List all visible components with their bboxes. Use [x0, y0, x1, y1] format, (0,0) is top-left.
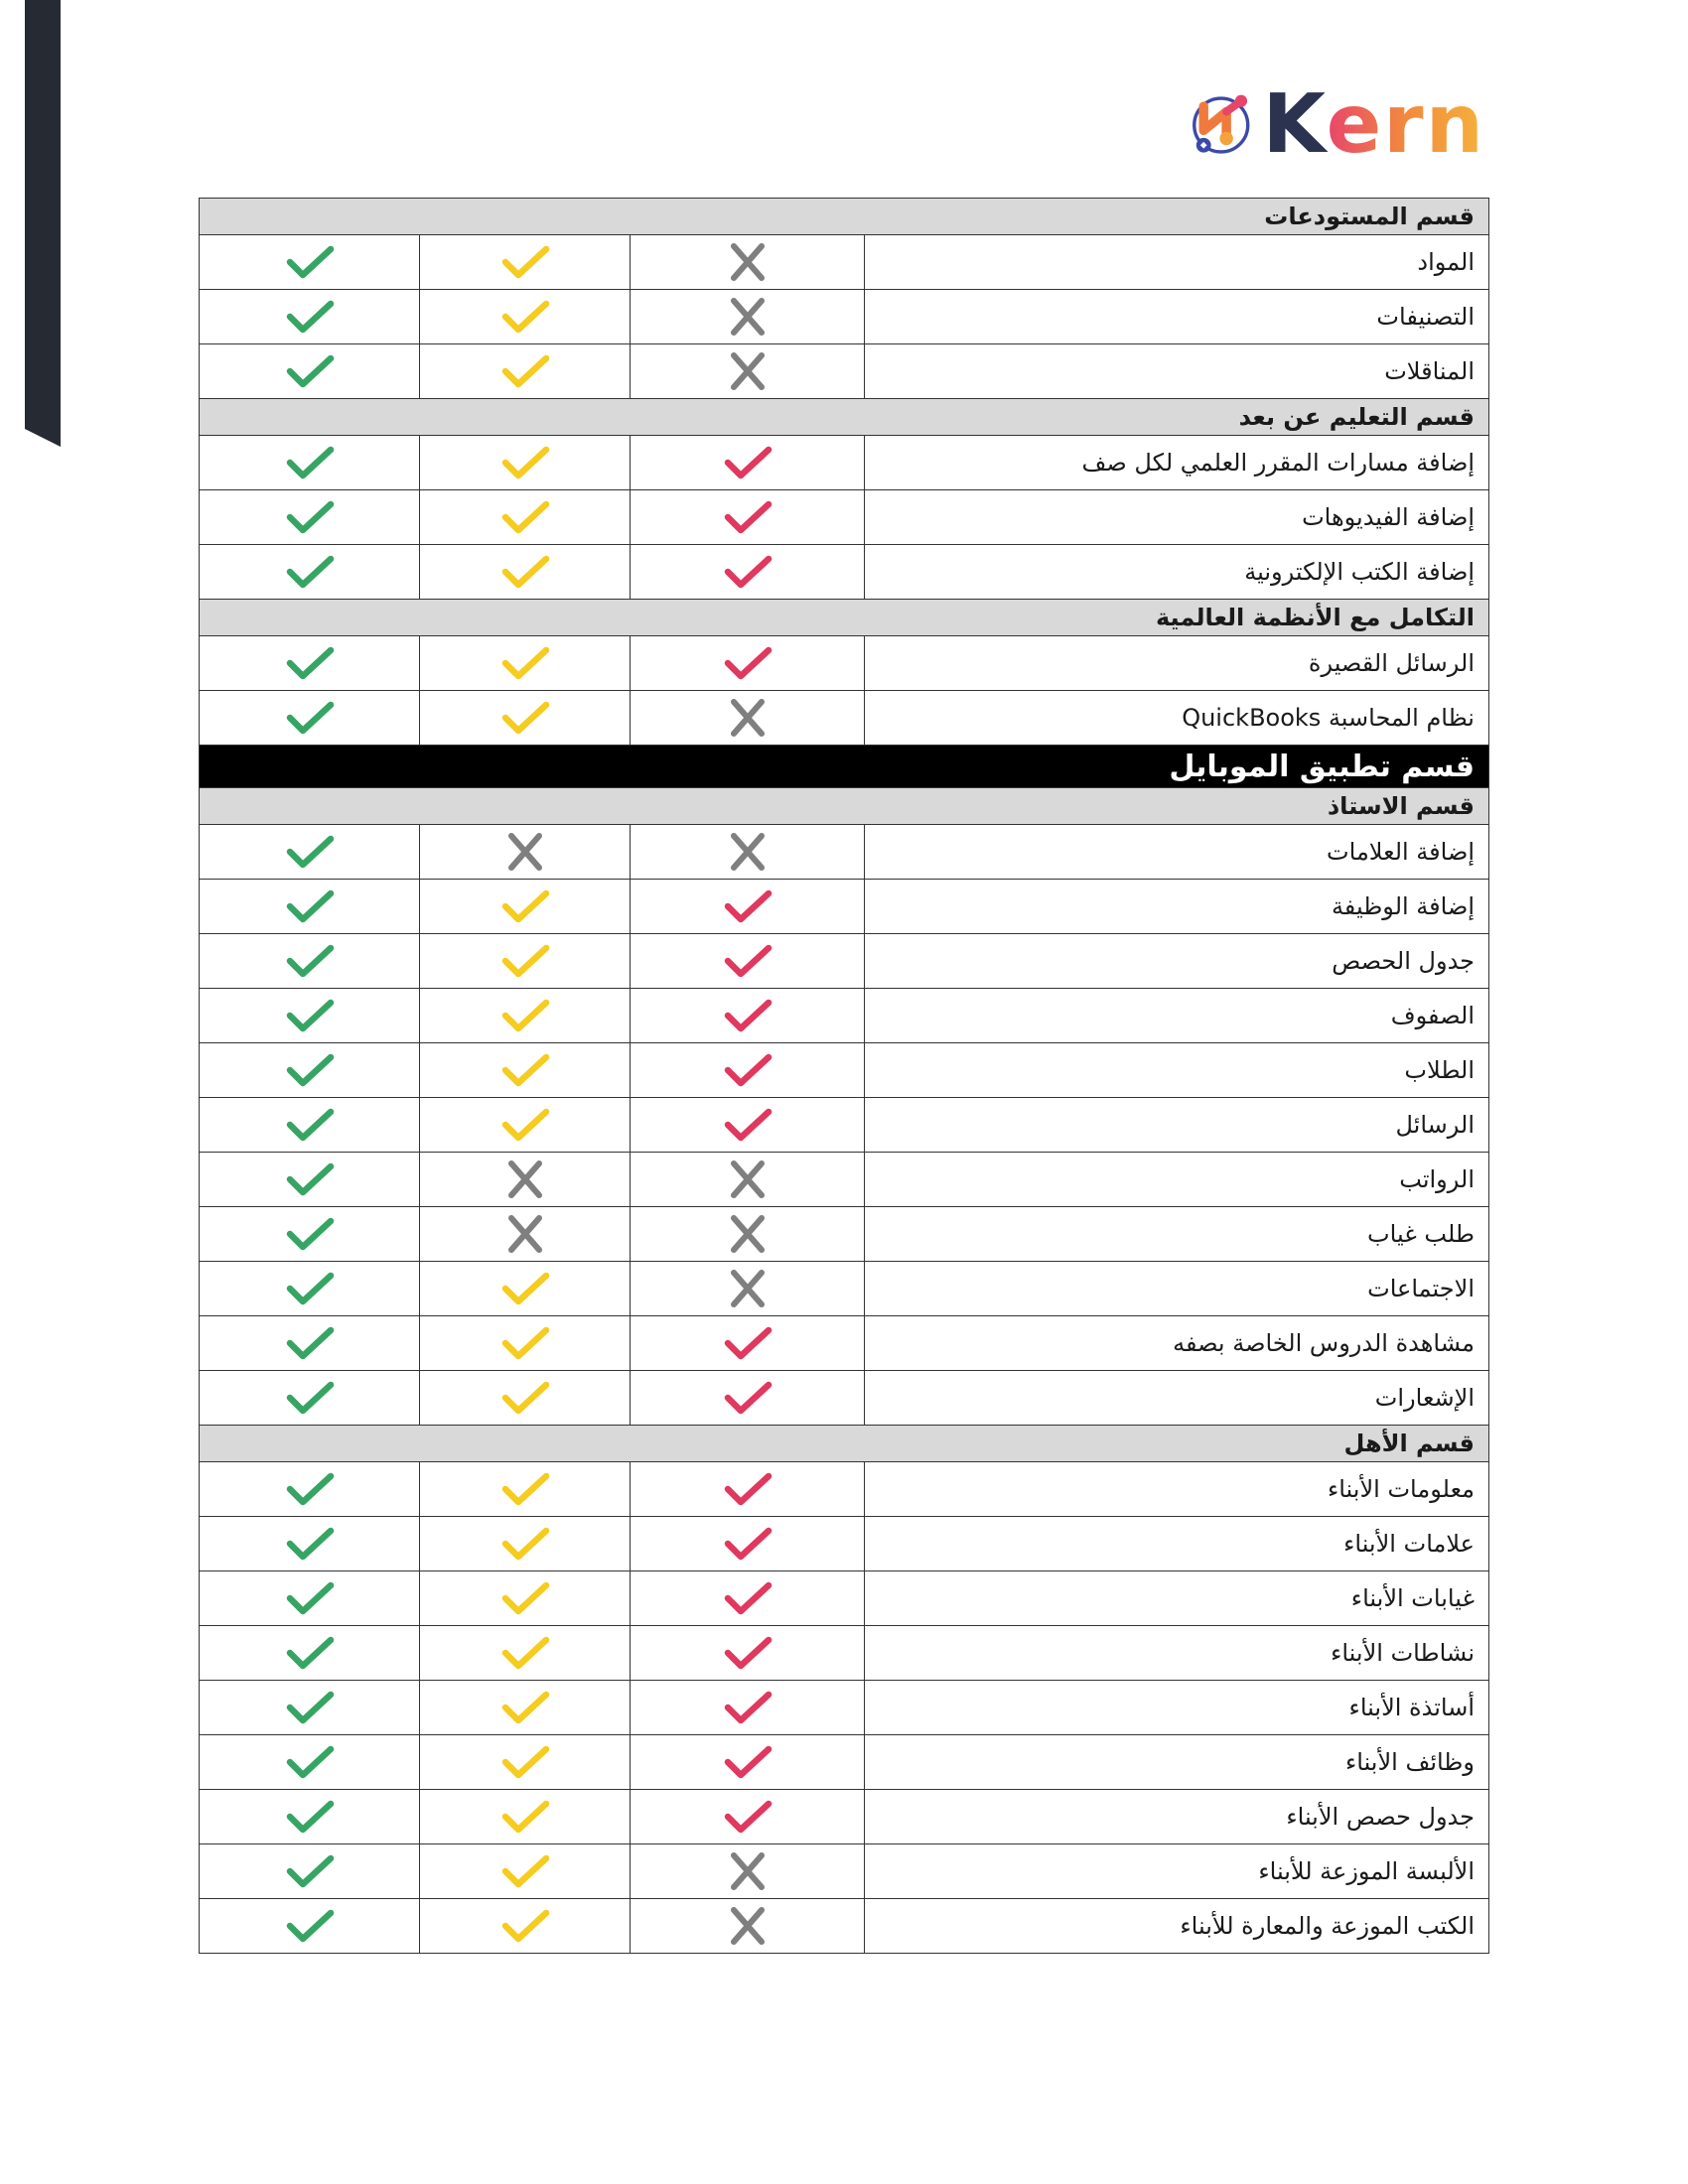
mark-cell — [631, 989, 865, 1043]
table-row — [200, 1626, 1489, 1681]
feature-label: الألبسة الموزعة للأبناء — [865, 1844, 1489, 1899]
table-row — [200, 1153, 1489, 1207]
yellow-check-icon — [497, 697, 553, 739]
green-check-icon — [282, 886, 338, 927]
mark-cell — [420, 1626, 631, 1681]
yellow-check-icon — [497, 1850, 553, 1892]
feature-comparison-table — [199, 198, 1489, 1954]
feature-label: الرسائل — [865, 1098, 1489, 1153]
green-check-icon — [282, 442, 338, 483]
mark-cell — [631, 1790, 865, 1844]
table-row — [200, 825, 1489, 880]
feature-label: إضافة الكتب الإلكترونية — [865, 545, 1489, 600]
mark-cell — [200, 1899, 420, 1954]
cross-icon — [720, 1850, 775, 1892]
mark-cell — [631, 1207, 865, 1262]
table-row — [200, 1462, 1489, 1517]
red-check-icon — [720, 1687, 775, 1728]
green-check-icon — [282, 1632, 338, 1674]
mark-cell — [420, 1043, 631, 1098]
green-check-icon — [282, 241, 338, 283]
feature-label: الصفوف — [865, 989, 1489, 1043]
section-title: قسم التعليم عن بعد — [200, 399, 1489, 436]
mark-cell — [420, 290, 631, 344]
yellow-check-icon — [497, 1104, 553, 1146]
red-check-icon — [720, 1104, 775, 1146]
green-check-icon — [282, 1322, 338, 1364]
mark-cell — [420, 1098, 631, 1153]
mark-cell — [200, 1371, 420, 1426]
mark-cell — [420, 1844, 631, 1899]
mark-cell — [420, 1790, 631, 1844]
mark-cell — [420, 636, 631, 691]
table-row — [200, 290, 1489, 344]
red-check-icon — [720, 642, 775, 684]
mark-cell — [420, 1517, 631, 1571]
cross-icon — [497, 1213, 553, 1255]
mark-cell — [631, 1517, 865, 1571]
feature-label: طلب غياب — [865, 1207, 1489, 1262]
table-row — [200, 1098, 1489, 1153]
mark-cell — [631, 691, 865, 746]
table-row — [200, 1207, 1489, 1262]
mark-cell — [631, 636, 865, 691]
mark-cell — [631, 1681, 865, 1735]
feature-label: الإشعارات — [865, 1371, 1489, 1426]
feature-label: جدول الحصص — [865, 934, 1489, 989]
red-check-icon — [720, 496, 775, 538]
section-title: قسم تطبيق الموبايل — [200, 746, 1489, 788]
mark-cell — [200, 436, 420, 490]
mark-cell — [200, 1571, 420, 1626]
mark-cell — [420, 1371, 631, 1426]
cross-icon — [720, 241, 775, 283]
mark-cell — [200, 545, 420, 600]
table-row — [200, 1735, 1489, 1790]
mark-cell — [200, 344, 420, 399]
kern-logo-mark-icon — [1188, 77, 1254, 173]
table-row — [200, 1790, 1489, 1844]
yellow-check-icon — [497, 241, 553, 283]
yellow-check-icon — [497, 1049, 553, 1091]
mark-cell — [200, 235, 420, 290]
section-title: قسم الاستاذ — [200, 788, 1489, 825]
yellow-check-icon — [497, 350, 553, 392]
mark-cell — [420, 490, 631, 545]
mark-cell — [200, 1844, 420, 1899]
yellow-check-icon — [497, 995, 553, 1036]
mark-cell — [631, 1626, 865, 1681]
feature-label: جدول حصص الأبناء — [865, 1790, 1489, 1844]
mark-cell — [420, 1316, 631, 1371]
green-check-icon — [282, 551, 338, 593]
feature-label: نشاطات الأبناء — [865, 1626, 1489, 1681]
mark-cell — [631, 934, 865, 989]
mark-cell — [420, 691, 631, 746]
table-row — [200, 1899, 1489, 1954]
table-row — [200, 344, 1489, 399]
table-row — [200, 490, 1489, 545]
yellow-check-icon — [497, 940, 553, 982]
red-check-icon — [720, 442, 775, 483]
green-check-icon — [282, 1268, 338, 1309]
mark-cell — [631, 1153, 865, 1207]
cross-icon — [720, 697, 775, 739]
red-check-icon — [720, 1523, 775, 1565]
mark-cell — [420, 1735, 631, 1790]
section-header — [200, 199, 1489, 235]
green-check-icon — [282, 995, 338, 1036]
feature-label: علامات الأبناء — [865, 1517, 1489, 1571]
table-row — [200, 934, 1489, 989]
yellow-check-icon — [497, 1905, 553, 1947]
section-title: قسم الأهل — [200, 1426, 1489, 1462]
mark-cell — [200, 880, 420, 934]
mark-cell — [631, 235, 865, 290]
feature-label: إضافة الفيديوهات — [865, 490, 1489, 545]
mark-cell — [631, 436, 865, 490]
green-check-icon — [282, 1741, 338, 1783]
feature-label: إضافة الوظيفة — [865, 880, 1489, 934]
kern-logo — [1188, 75, 1485, 175]
green-check-icon — [282, 1687, 338, 1728]
red-check-icon — [720, 1796, 775, 1838]
mark-cell — [200, 636, 420, 691]
red-check-icon — [720, 551, 775, 593]
mark-cell — [631, 1844, 865, 1899]
table-row — [200, 1371, 1489, 1426]
table-row — [200, 436, 1489, 490]
red-check-icon — [720, 1632, 775, 1674]
table-row — [200, 636, 1489, 691]
mark-cell — [420, 1571, 631, 1626]
red-check-icon — [720, 995, 775, 1036]
mark-cell — [420, 825, 631, 880]
table-row — [200, 1571, 1489, 1626]
mark-cell — [200, 825, 420, 880]
mark-cell — [420, 1207, 631, 1262]
table-row — [200, 1043, 1489, 1098]
green-check-icon — [282, 697, 338, 739]
red-check-icon — [720, 1741, 775, 1783]
feature-label: الاجتماعات — [865, 1262, 1489, 1316]
feature-label: الطلاب — [865, 1043, 1489, 1098]
mark-cell — [631, 1462, 865, 1517]
mark-cell — [420, 1462, 631, 1517]
red-check-icon — [720, 1577, 775, 1619]
cross-icon — [720, 1268, 775, 1309]
green-check-icon — [282, 496, 338, 538]
feature-label: نظام المحاسبة QuickBooks — [865, 691, 1489, 746]
red-check-icon — [720, 1377, 775, 1419]
mark-cell — [631, 490, 865, 545]
mark-cell — [200, 934, 420, 989]
green-check-icon — [282, 296, 338, 338]
yellow-check-icon — [497, 1322, 553, 1364]
mark-cell — [420, 989, 631, 1043]
green-check-icon — [282, 1577, 338, 1619]
cross-icon — [497, 831, 553, 873]
feature-label: غيابات الأبناء — [865, 1571, 1489, 1626]
side-tab-decoration — [25, 0, 61, 447]
yellow-check-icon — [497, 1632, 553, 1674]
green-check-icon — [282, 1796, 338, 1838]
mark-cell — [200, 1735, 420, 1790]
yellow-check-icon — [497, 1796, 553, 1838]
mark-cell — [200, 1098, 420, 1153]
cross-icon — [720, 296, 775, 338]
feature-label: التصنيفات — [865, 290, 1489, 344]
feature-label: الكتب الموزعة والمعارة للأبناء — [865, 1899, 1489, 1954]
mark-cell — [200, 691, 420, 746]
cross-icon — [720, 831, 775, 873]
yellow-check-icon — [497, 1377, 553, 1419]
red-check-icon — [720, 1049, 775, 1091]
mark-cell — [420, 235, 631, 290]
mark-cell — [420, 436, 631, 490]
cross-icon — [497, 1159, 553, 1200]
red-check-icon — [720, 886, 775, 927]
mark-cell — [200, 1043, 420, 1098]
feature-label: وظائف الأبناء — [865, 1735, 1489, 1790]
feature-label: مشاهدة الدروس الخاصة بصفه — [865, 1316, 1489, 1371]
mark-cell — [200, 490, 420, 545]
yellow-check-icon — [497, 296, 553, 338]
cross-icon — [720, 1905, 775, 1947]
table-row — [200, 545, 1489, 600]
yellow-check-icon — [497, 886, 553, 927]
feature-label: الرسائل القصيرة — [865, 636, 1489, 691]
mark-cell — [420, 1153, 631, 1207]
green-check-icon — [282, 831, 338, 873]
cross-icon — [720, 1159, 775, 1200]
mark-cell — [200, 1681, 420, 1735]
green-check-icon — [282, 350, 338, 392]
mark-cell — [420, 880, 631, 934]
mark-cell — [420, 1262, 631, 1316]
yellow-check-icon — [497, 642, 553, 684]
section-header — [200, 399, 1489, 436]
green-check-icon — [282, 642, 338, 684]
section-header — [200, 1426, 1489, 1462]
mark-cell — [200, 1207, 420, 1262]
mark-cell — [200, 1517, 420, 1571]
green-check-icon — [282, 1377, 338, 1419]
green-check-icon — [282, 1159, 338, 1200]
feature-label: أساتذة الأبناء — [865, 1681, 1489, 1735]
mark-cell — [631, 1571, 865, 1626]
mark-cell — [631, 1098, 865, 1153]
mark-cell — [200, 1462, 420, 1517]
green-check-icon — [282, 1905, 338, 1947]
table-row — [200, 1844, 1489, 1899]
feature-label: الرواتب — [865, 1153, 1489, 1207]
yellow-check-icon — [497, 551, 553, 593]
red-check-icon — [720, 940, 775, 982]
mark-cell — [200, 1790, 420, 1844]
table-row — [200, 1681, 1489, 1735]
mark-cell — [200, 1262, 420, 1316]
mark-cell — [631, 1371, 865, 1426]
mark-cell — [420, 1899, 631, 1954]
yellow-check-icon — [497, 1577, 553, 1619]
mark-cell — [200, 290, 420, 344]
green-check-icon — [282, 1104, 338, 1146]
mark-cell — [631, 825, 865, 880]
green-check-icon — [282, 1049, 338, 1091]
mark-cell — [200, 989, 420, 1043]
mark-cell — [631, 290, 865, 344]
mark-cell — [420, 344, 631, 399]
feature-label: إضافة مسارات المقرر العلمي لكل صف — [865, 436, 1489, 490]
section-title: قسم المستودعات — [200, 199, 1489, 235]
yellow-check-icon — [497, 1268, 553, 1309]
mark-cell — [631, 1043, 865, 1098]
mark-cell — [631, 344, 865, 399]
red-check-icon — [720, 1322, 775, 1364]
cross-icon — [720, 1213, 775, 1255]
feature-label: المناقلات — [865, 344, 1489, 399]
mark-cell — [631, 545, 865, 600]
table-row — [200, 691, 1489, 746]
yellow-check-icon — [497, 1468, 553, 1510]
yellow-check-icon — [497, 1741, 553, 1783]
mark-cell — [420, 1681, 631, 1735]
yellow-check-icon — [497, 442, 553, 483]
section-header — [200, 788, 1489, 825]
mark-cell — [200, 1153, 420, 1207]
section-header — [200, 600, 1489, 636]
cross-icon — [720, 350, 775, 392]
green-check-icon — [282, 1523, 338, 1565]
green-check-icon — [282, 1468, 338, 1510]
yellow-check-icon — [497, 1687, 553, 1728]
mark-cell — [420, 934, 631, 989]
mark-cell — [631, 1262, 865, 1316]
feature-label: المواد — [865, 235, 1489, 290]
mark-cell — [420, 545, 631, 600]
table-row — [200, 1517, 1489, 1571]
green-check-icon — [282, 1213, 338, 1255]
table-row — [200, 1316, 1489, 1371]
section-title: التكامل مع الأنظمة العالمية — [200, 600, 1489, 636]
mark-cell — [631, 1899, 865, 1954]
mark-cell — [631, 1316, 865, 1371]
table-row — [200, 880, 1489, 934]
yellow-check-icon — [497, 496, 553, 538]
feature-label: إضافة العلامات — [865, 825, 1489, 880]
feature-label: معلومات الأبناء — [865, 1462, 1489, 1517]
table-row — [200, 1262, 1489, 1316]
red-check-icon — [720, 1468, 775, 1510]
mark-cell — [631, 880, 865, 934]
kern-wordmark: Kern — [1262, 77, 1485, 172]
green-check-icon — [282, 1850, 338, 1892]
yellow-check-icon — [497, 1523, 553, 1565]
major-section-header — [200, 746, 1489, 788]
table-row — [200, 235, 1489, 290]
green-check-icon — [282, 940, 338, 982]
table-row — [200, 989, 1489, 1043]
mark-cell — [631, 1735, 865, 1790]
mark-cell — [200, 1626, 420, 1681]
mark-cell — [200, 1316, 420, 1371]
